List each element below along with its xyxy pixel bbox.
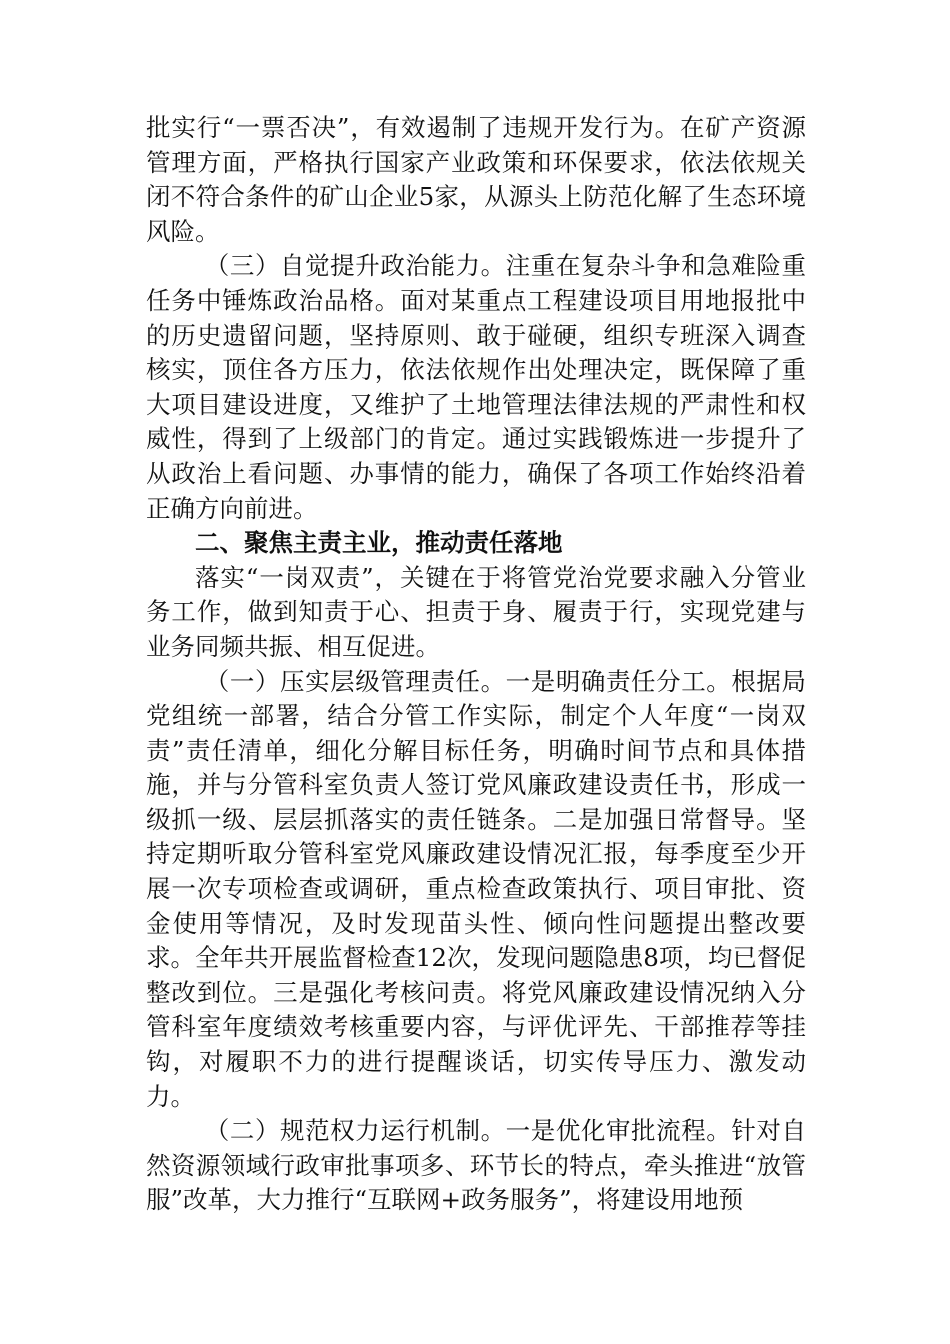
- paragraph-one-post-two-duties: 落实“一岗双责”，关键在于将管党治党要求融入分管业务工作，做到知责于心、担责于身、履责于行，实现党建与业务同频共振、相互促进。: [146, 562, 806, 661]
- paragraph-management-responsibility: （一）压实层级管理责任。一是明确责任分工。根据局党组统一部署，结合分管工作实际，制定个人年度“一岗双责”责任清单，细化分解目标任务，明确时间节点和具体措施，并与分管科室负责人签订党风廉政建设责任书，形成一级抓一级、层层抓落实的责任链条。二是加强日常督导。坚持定期听取分管科室党风廉政建设情况汇报，每季度至少开展一次专项检查或调研，重点检查政策执行、项目审批、资金使用等情况，及时发现苗头性、倾向性问题提出整改要求。全年共开展监督检查12次，发现问题隐患8项，均已督促整改到位。三是强化考核问责。将党风廉政建设情况纳入分管科室年度绩效考核重要内容，与评优评先、干部推荐等挂钩，对履职不力的进行提醒谈话，切实传导压力、激发动力。: [146, 666, 806, 1111]
- document-body: [146, 111, 806, 1218]
- paragraph-political-ability: （三）自觉提升政治能力。注重在复杂斗争和急难险重任务中锤炼政治品格。面对某重点工程建设项目用地报批中的历史遗留问题，坚持原则、敢于碰硬，组织专班深入调查核实，顶住各方压力，依法依规作出处理决定，既保障了重大项目建设进度，又维护了土地管理法律法规的严肃性和权威性，得到了上级部门的肯定。通过实践锻炼进一步提升了从政治上看问题、办事情的能力，确保了各项工作始终沿着正确方向前进。: [146, 251, 806, 523]
- paragraph-ecology-risk: 批实行“一票否决”，有效遏制了违规开发行为。在矿产资源管理方面，严格执行国家产业政策和环保要求，依法依规关闭不符合条件的矿山企业5家，从源头上防范化解了生态环境风险。: [146, 113, 806, 246]
- paragraph-power-operation: （二）规范权力运行机制。一是优化审批流程。针对自然资源领域行政审批事项多、环节长的特点，牵头推进“放管服”改革，大力推行“互联网+政务服务”，将建设用地预: [146, 1116, 806, 1215]
- section-heading-responsibility: 二、聚焦主责主业，推动责任落地: [195, 528, 563, 558]
